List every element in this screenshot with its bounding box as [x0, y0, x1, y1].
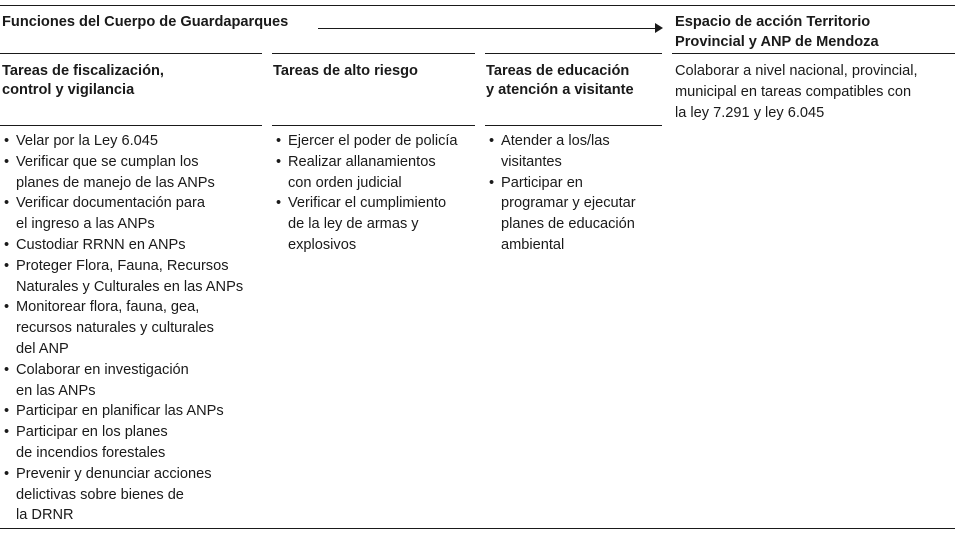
list-item [489, 173, 636, 256]
col4-heading-top-rule [672, 53, 955, 54]
list-item-line: • Proteger Flora, Fauna, Recursos [16, 257, 229, 274]
col1-task-list [4, 131, 243, 526]
flow-arrow-line [318, 28, 658, 29]
list-item-line: el ingreso a las ANPs [16, 216, 155, 233]
list-item-line: • Ejercer el poder de policía [288, 133, 458, 149]
col3-heading-line-2: y atención a visitante [486, 82, 634, 98]
list-item-line: del ANP [16, 340, 69, 357]
list-item-line: • Participar en planificar las ANPs [16, 403, 224, 420]
list-item [4, 235, 243, 256]
list-item [276, 152, 458, 194]
list-item-line: • Atender a los/las [501, 133, 610, 149]
list-item [4, 360, 243, 402]
col3-heading-line-1: Tareas de educación [486, 63, 630, 79]
list-item [4, 152, 243, 194]
list-item-line: • Participar en [501, 174, 583, 191]
section-title-functions: Funciones del Cuerpo de Guardaparques [2, 14, 289, 30]
col4-text-line-1: Colaborar a nivel nacional, provincial, [675, 63, 918, 79]
top-rule [0, 5, 955, 6]
list-item-line: • Participar en los planes [16, 424, 168, 441]
list-item [276, 131, 458, 152]
list-item-line: de incendios forestales [16, 444, 166, 461]
list-item-line: en las ANPs [16, 382, 96, 399]
list-item [4, 464, 243, 526]
list-item-line: Naturales y Culturales en las ANPs [16, 278, 244, 295]
list-item-line: visitantes [501, 153, 562, 170]
list-item-line: • Verificar que se cumplan los [16, 153, 199, 170]
list-item [489, 131, 636, 173]
col3-heading-top-rule [485, 53, 662, 54]
list-item [4, 401, 243, 422]
col1-heading-bottom-rule [0, 125, 262, 126]
list-item [4, 422, 243, 464]
col4-text-line-3: la ley 7.291 y ley 6.045 [675, 105, 825, 121]
list-item-line: explosivos [288, 236, 357, 253]
list-item-line: programar y ejecutar [501, 195, 636, 212]
list-item-line: • Verificar documentación para [16, 195, 206, 212]
col2-heading-top-rule [272, 53, 475, 54]
col1-heading-line-1: Tareas de fiscalización, [2, 63, 164, 79]
col3-task-list [489, 131, 636, 256]
list-item [4, 193, 243, 235]
list-item-line: planes de educación [501, 216, 635, 233]
list-item [4, 256, 243, 298]
list-item-line: • Velar por la Ley 6.045 [16, 133, 158, 149]
list-item-line: ambiental [501, 236, 565, 253]
col2-heading-bottom-rule [272, 125, 475, 126]
list-item-line: recursos naturales y culturales [16, 320, 214, 337]
col4-text-line-2: municipal en tareas compatibles con [675, 84, 912, 100]
list-item-line: • Verificar el cumplimiento [288, 195, 447, 212]
list-item-line: • Prevenir y denunciar acciones [16, 465, 212, 482]
list-item-line: • Monitorear flora, fauna, gea, [16, 299, 200, 316]
col3-heading-bottom-rule [485, 125, 662, 126]
col2-task-list [276, 131, 458, 256]
section-title-territory-line-2: Provincial y ANP de Mendoza [675, 34, 879, 50]
flow-arrow-head [655, 23, 663, 33]
list-item-line: • Colaborar en investigación [16, 361, 189, 378]
list-item-line: con orden judicial [288, 174, 402, 191]
list-item-line: la DRNR [16, 507, 74, 524]
list-item-line: planes de manejo de las ANPs [16, 174, 215, 191]
col2-heading: Tareas de alto riesgo [273, 63, 418, 79]
list-item [4, 297, 243, 359]
list-item [4, 131, 243, 152]
list-item-line: de la ley de armas y [288, 216, 419, 233]
col1-heading-top-rule [0, 53, 262, 54]
list-item-line: • Realizar allanamientos [288, 153, 436, 170]
list-item [276, 193, 458, 255]
list-item-line: delictivas sobre bienes de [16, 486, 184, 503]
col1-heading-line-2: control y vigilancia [2, 82, 135, 98]
section-title-territory-line-1: Espacio de acción Territorio [675, 14, 871, 30]
list-item-line: • Custodiar RRNN en ANPs [16, 236, 186, 253]
bottom-rule [0, 528, 955, 529]
